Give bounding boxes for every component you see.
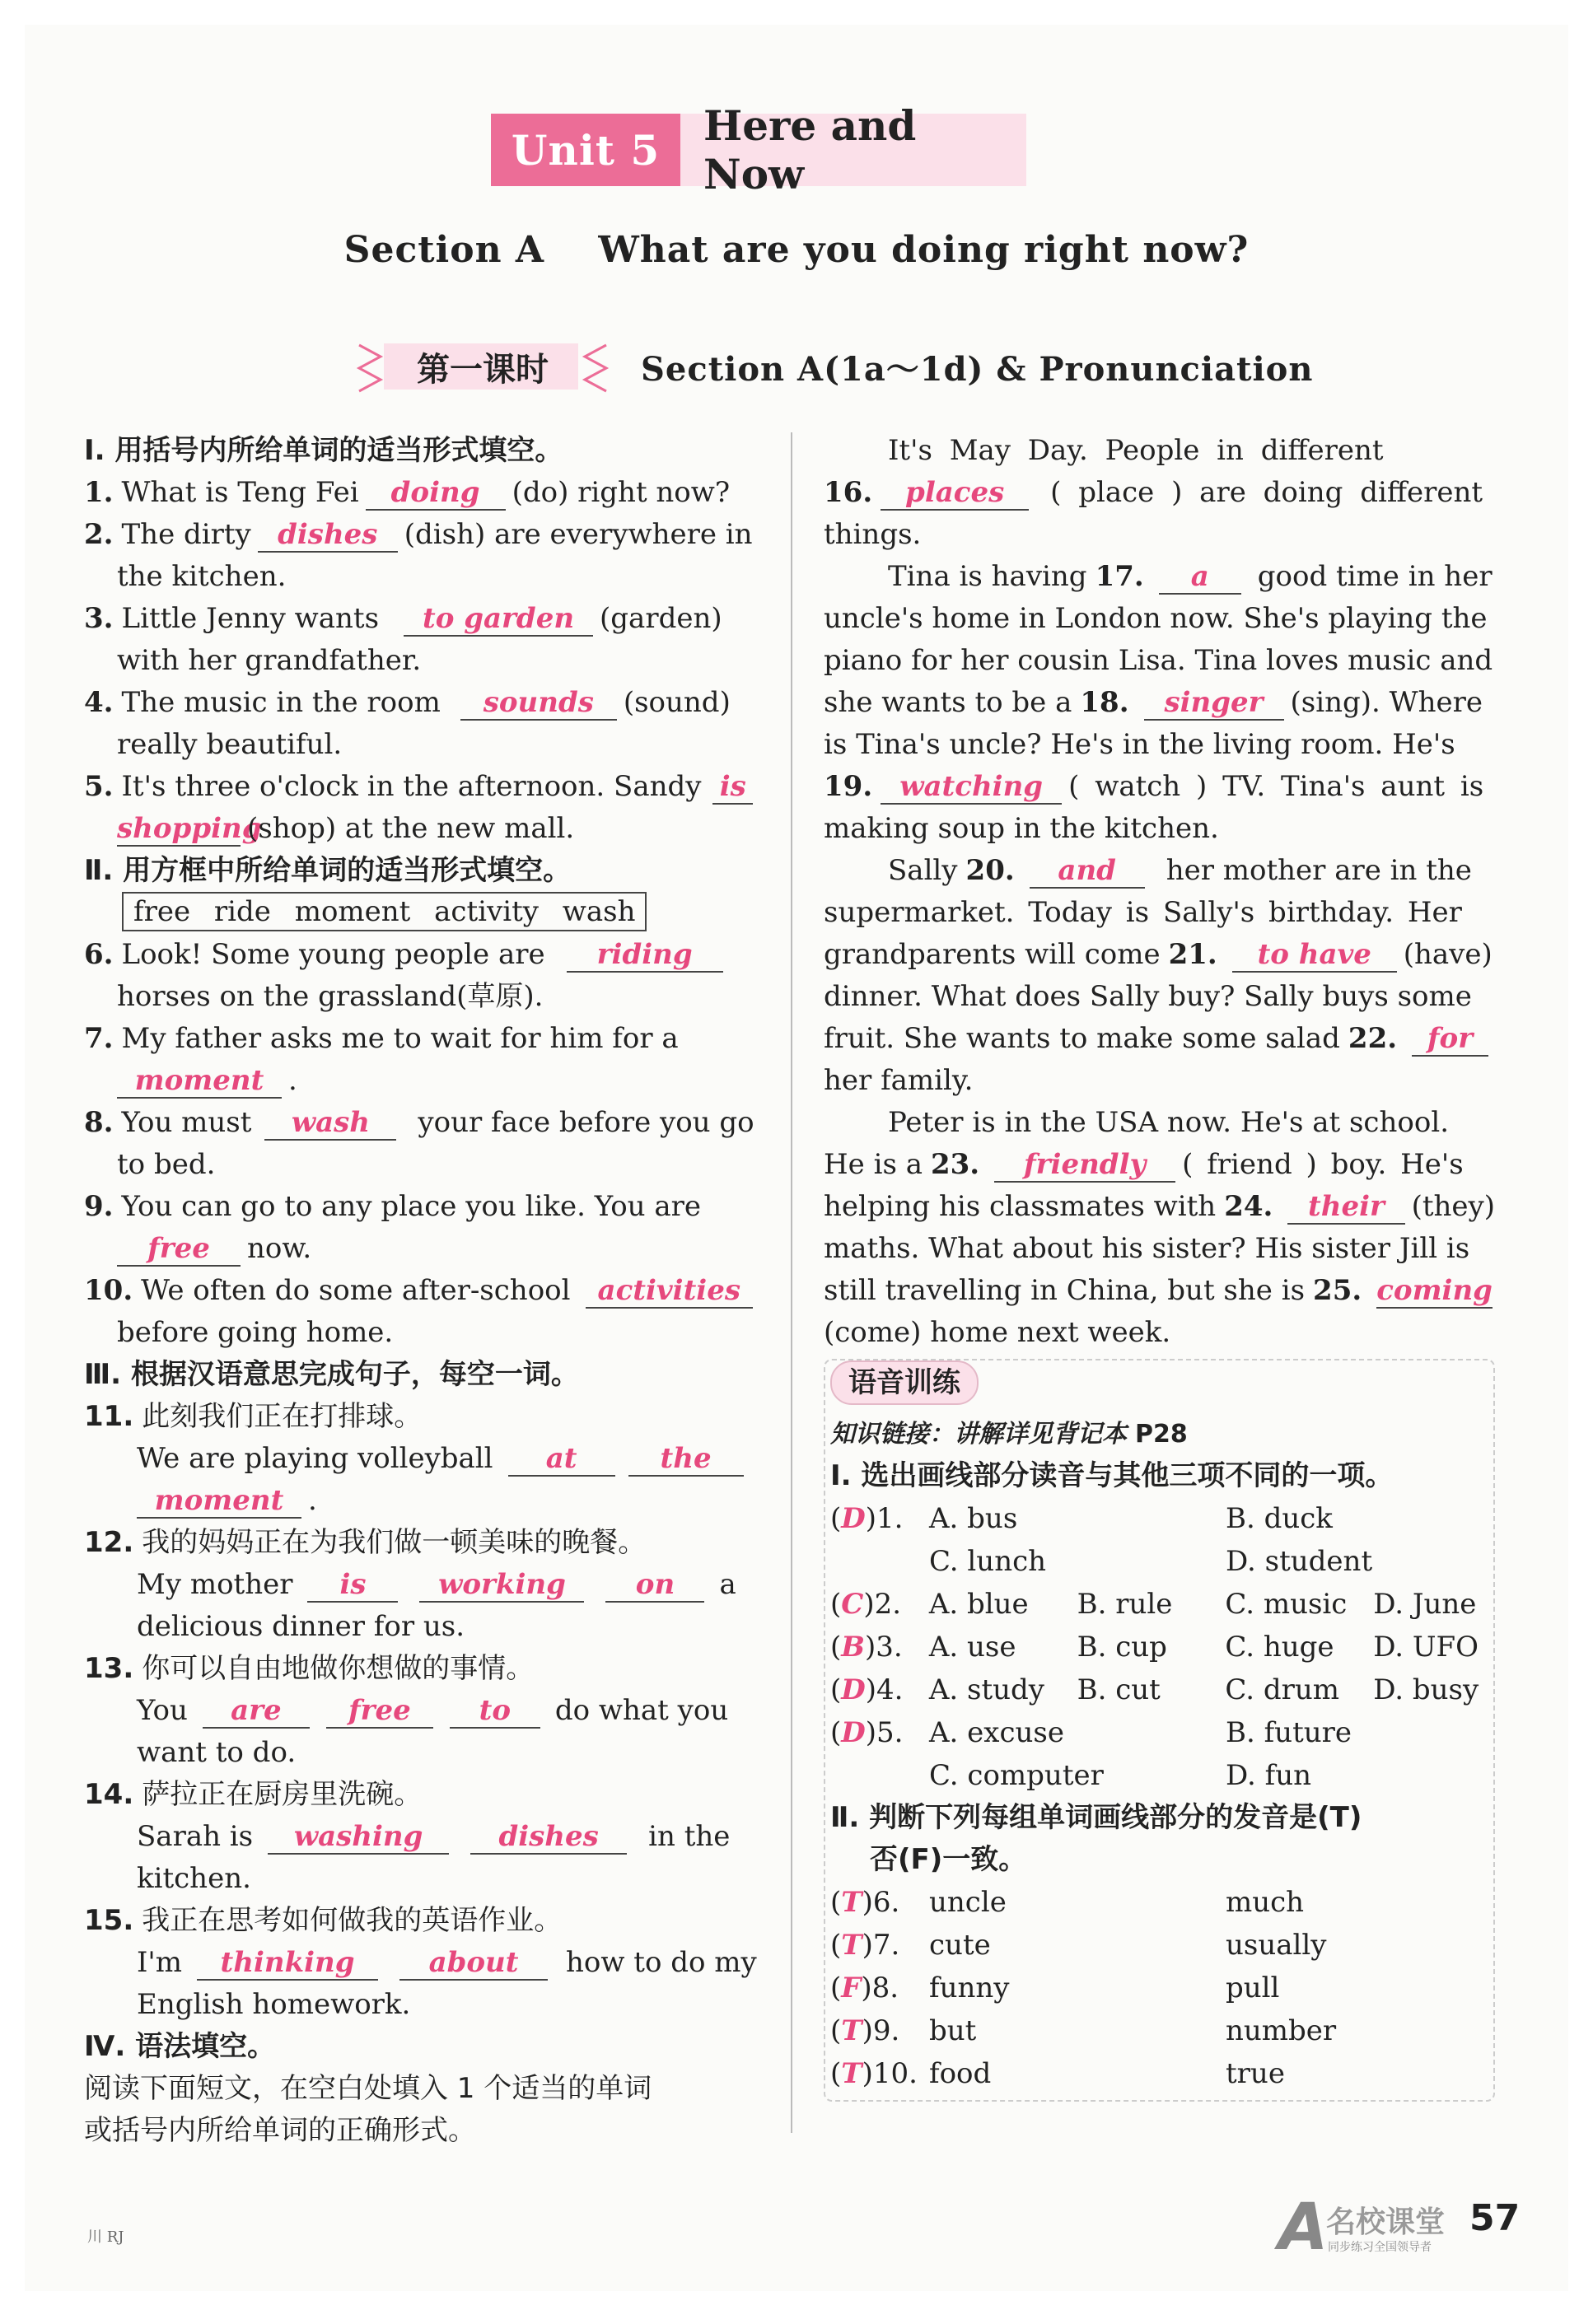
answer-16[interactable]: places	[881, 476, 1029, 511]
tf-item-8: (F)8. funny pull	[830, 1972, 1280, 2004]
question-5-cont: shopping (shop) at the new mall.	[117, 812, 575, 845]
passage-line: Sally 20. and her mother are in the	[888, 854, 1472, 887]
question-14-cont: kitchen.	[137, 1862, 251, 1895]
question-9: 9. You can go to any place you like. You are	[84, 1190, 702, 1223]
passage-line: helping his classmates with 24. their (they)	[824, 1190, 1495, 1223]
question-3-cont: with her grandfather.	[117, 644, 422, 677]
left-column	[84, 430, 759, 2152]
voice-badge-row	[830, 1360, 1488, 1413]
passage-line: He is a 23. friendly ( friend ) boy. He's	[824, 1148, 1464, 1181]
word-box: free ride moment activity wash	[122, 892, 647, 931]
answer-25[interactable]: coming	[1376, 1274, 1493, 1307]
question-11-cont: moment .	[84, 1480, 759, 1522]
passage-line: grandparents will come 21. to have (have)	[824, 938, 1493, 971]
question-3: 3. Little Jenny wants to garden (garden)	[84, 602, 722, 635]
question-15-cont: English homework.	[137, 1988, 411, 2021]
choice-item-4: (D)4. A. study B. cut C. drum D. busy	[830, 1673, 1479, 1706]
section-title: Section A What are you doing right now?	[343, 229, 1250, 271]
question-1: 1. What is Teng Fei doing (do) right now?	[84, 476, 731, 509]
answer-12b[interactable]: working	[419, 1568, 584, 1603]
part4-instruction-2: 或括号内所给单词的正确形式。	[84, 2114, 476, 2147]
answer-11c[interactable]: moment	[137, 1484, 301, 1519]
question-12-en: My mother is working on a	[137, 1568, 736, 1601]
question-10-cont: before going home.	[117, 1316, 394, 1349]
question-2: 2. The dirty dishes (dish) are everywhere in	[84, 518, 753, 551]
question-12: 12. 我的妈妈正在为我们做一顿美味的晚餐。	[84, 1526, 647, 1559]
answer-13b[interactable]: free	[326, 1694, 433, 1729]
choice-item-1: (D)1. A. bus B. duck	[830, 1502, 1333, 1535]
brand-tagline: 同步练习全国领导者	[1328, 2241, 1432, 2254]
question-11: 11. 此刻我们正在打排球。	[84, 1400, 423, 1433]
answer-22[interactable]: for	[1412, 1022, 1488, 1057]
knowledge-link: 知识链接：讲解详见背记本 P28	[830, 1420, 1188, 1449]
tf-item-10: (T)10. food true	[830, 2057, 1285, 2090]
answer-6[interactable]: riding	[567, 938, 723, 973]
answer-18[interactable]: singer	[1144, 686, 1284, 721]
question-14: 14. 萨拉正在厨房里洗碗。	[84, 1778, 423, 1811]
question-12-cont: delicious dinner for us.	[137, 1610, 465, 1643]
question-8: 8. You must wash your face before you go	[84, 1106, 754, 1139]
answer-23[interactable]: friendly	[994, 1148, 1175, 1183]
passage-line: 19. watching ( watch ) TV. Tina's aunt is	[824, 770, 1484, 803]
question-15-en: I'm thinking about how to do my	[137, 1946, 757, 1979]
answer-21[interactable]: to have	[1232, 938, 1397, 973]
pronunciation-section	[824, 1359, 1495, 2102]
voice-part2-heading-cont: 否(F)一致。	[870, 1843, 1027, 1876]
lesson-badge	[351, 334, 614, 399]
page-number: 57	[1469, 2197, 1521, 2239]
answer-20[interactable]: and	[1030, 854, 1145, 889]
tf-item-7: (T)7. cute usually	[830, 1929, 1327, 1962]
answer-12c[interactable]: on	[605, 1568, 704, 1603]
passage-line: Tina is having 17. a good time in her	[888, 560, 1493, 593]
answer-14b[interactable]: dishes	[470, 1820, 627, 1855]
question-13-en: You are free to do what you	[137, 1694, 729, 1727]
choice-item-5-cont: C. computer D. fun	[929, 1759, 1312, 1792]
question-7: 7. My father asks me to wait for him for a	[84, 1022, 679, 1055]
question-9-cont: free now.	[84, 1228, 759, 1270]
choice-item-2: (C)2. A. blue B. rule C. music D. June	[830, 1588, 1477, 1621]
lesson-subtitle: Section A(1a～1d) & Pronunciation	[641, 349, 1314, 389]
part1-heading: Ⅰ. 用括号内所给单词的适当形式填空。	[84, 434, 563, 467]
part2-heading: Ⅱ. 用方框中所给单词的适当形式填空。	[84, 854, 572, 887]
answer-24[interactable]: their	[1287, 1190, 1404, 1225]
choice-item-3: (B)3. A. use B. cup C. huge D. UFO	[830, 1631, 1479, 1664]
question-11-en: We are playing volleyball at the	[84, 1438, 759, 1480]
passage-line: is Tina's uncle? He's in the living room. He's	[824, 728, 1455, 761]
question-6: 6. Look! Some young people are riding	[84, 934, 759, 976]
passage-line: maths. What about his sister? His sister Jill is	[824, 1232, 1470, 1265]
passage-line: uncle's home in London now. She's playing the	[824, 602, 1488, 635]
question-6-cont: horses on the grassland(草原).	[117, 980, 544, 1013]
column-divider	[791, 432, 792, 2133]
unit-banner	[491, 101, 1026, 198]
answer-7[interactable]: moment	[117, 1064, 282, 1099]
question-13: 13. 你可以自由地做你想做的事情。	[84, 1652, 535, 1685]
part3-heading: Ⅲ. 根据汉语意思完成句子，每空一词。	[84, 1358, 579, 1391]
word-box-row	[84, 892, 759, 934]
question-2-cont: the kitchen.	[117, 560, 287, 593]
answer-9[interactable]: free	[117, 1232, 241, 1267]
answer-5b[interactable]: shopping	[117, 812, 262, 845]
voice-part1-heading: Ⅰ. 选出画线部分读音与其他三项不同的一项。	[830, 1459, 1394, 1492]
lesson-badge-text: 第一课时	[417, 350, 549, 389]
logo-letter-icon: A	[1278, 2191, 1329, 2265]
edition-code: 川 RJ	[87, 2228, 124, 2246]
answer-1[interactable]: doing	[366, 476, 506, 511]
answer-5a[interactable]: is	[712, 770, 753, 805]
answer-4[interactable]: sounds	[460, 686, 617, 721]
tf-item-6: (T)6. uncle much	[830, 1886, 1305, 1919]
answer-17[interactable]: a	[1159, 560, 1241, 595]
question-14-en: Sarah is washing dishes in the	[137, 1820, 731, 1853]
question-15: 15. 我正在思考如何做我的英语作业。	[84, 1904, 563, 1937]
passage-line: It's May Day. People in different	[888, 434, 1384, 467]
question-10: 10. We often do some after-school activities	[84, 1270, 759, 1312]
unit-name: Here and Now	[680, 114, 1026, 186]
answer-15b[interactable]: about	[399, 1946, 548, 1981]
question-7-cont: moment .	[84, 1060, 759, 1102]
answer-14a[interactable]: washing	[268, 1820, 449, 1855]
passage-line: Peter is in the USA now. He's at school.	[888, 1106, 1449, 1139]
answer-13a[interactable]: are	[203, 1694, 310, 1729]
passage-line: piano for her cousin Lisa. Tina loves music and	[824, 644, 1493, 677]
answer-8[interactable]: wash	[264, 1106, 396, 1141]
passage-line: 16. places ( place ) are doing different	[824, 476, 1483, 509]
voice-badge: 语音训练	[830, 1360, 979, 1405]
passage-line: her family.	[824, 1064, 974, 1097]
passage-line: (come) home next week.	[824, 1316, 1171, 1349]
passage-line: still travelling in China, but she is 25. coming	[824, 1274, 1493, 1307]
passage-line: things.	[824, 518, 922, 551]
part4-instruction-1: 阅读下面短文，在空白处填入 1 个适当的单词	[84, 2072, 652, 2105]
question-4: 4. The music in the room sounds (sound)	[84, 686, 731, 719]
brand-logo	[1278, 2191, 1468, 2265]
voice-part2-heading: Ⅱ. 判断下列每组单词画线部分的发音是(T)	[830, 1801, 1362, 1834]
part4-heading: Ⅳ. 语法填空。	[84, 2030, 276, 2063]
answer-2[interactable]: dishes	[258, 518, 398, 553]
unit-label: Unit 5	[491, 114, 680, 186]
passage-line: dinner. What does Sally buy? Sally buys some	[824, 980, 1472, 1013]
passage-line: making soup in the kitchen.	[824, 812, 1219, 845]
passage-line: she wants to be a 18. singer (sing). Where	[824, 686, 1483, 719]
right-column	[824, 430, 1495, 2102]
passage-line: fruit. She wants to make some salad 22. for	[824, 1018, 1495, 1060]
lesson-heading	[351, 334, 1313, 399]
answer-11a[interactable]: at	[508, 1442, 615, 1477]
brand-name: 名校课堂	[1326, 2205, 1446, 2239]
question-4-cont: really beautiful.	[117, 728, 343, 761]
answer-10[interactable]: activities	[586, 1274, 753, 1309]
choice-item-5: (D)5. A. excuse B. future	[830, 1716, 1352, 1749]
passage-line: supermarket. Today is Sally's birthday. Her	[824, 896, 1462, 929]
tf-item-9: (T)9. but number	[830, 2014, 1337, 2047]
answer-15a[interactable]: thinking	[197, 1946, 378, 1981]
choice-item-1-cont: C. lunch D. student	[929, 1545, 1373, 1578]
question-13-cont: want to do.	[137, 1736, 297, 1769]
question-8-cont: to bed.	[117, 1148, 216, 1181]
answer-13c[interactable]: to	[450, 1694, 540, 1729]
answer-19[interactable]: watching	[881, 770, 1062, 805]
question-5: 5. It's three o'clock in the afternoon. Sandy is	[84, 766, 759, 808]
answer-3[interactable]: to garden	[404, 602, 593, 637]
answer-12a[interactable]: is	[307, 1568, 398, 1603]
answer-11b[interactable]: the	[628, 1442, 744, 1477]
